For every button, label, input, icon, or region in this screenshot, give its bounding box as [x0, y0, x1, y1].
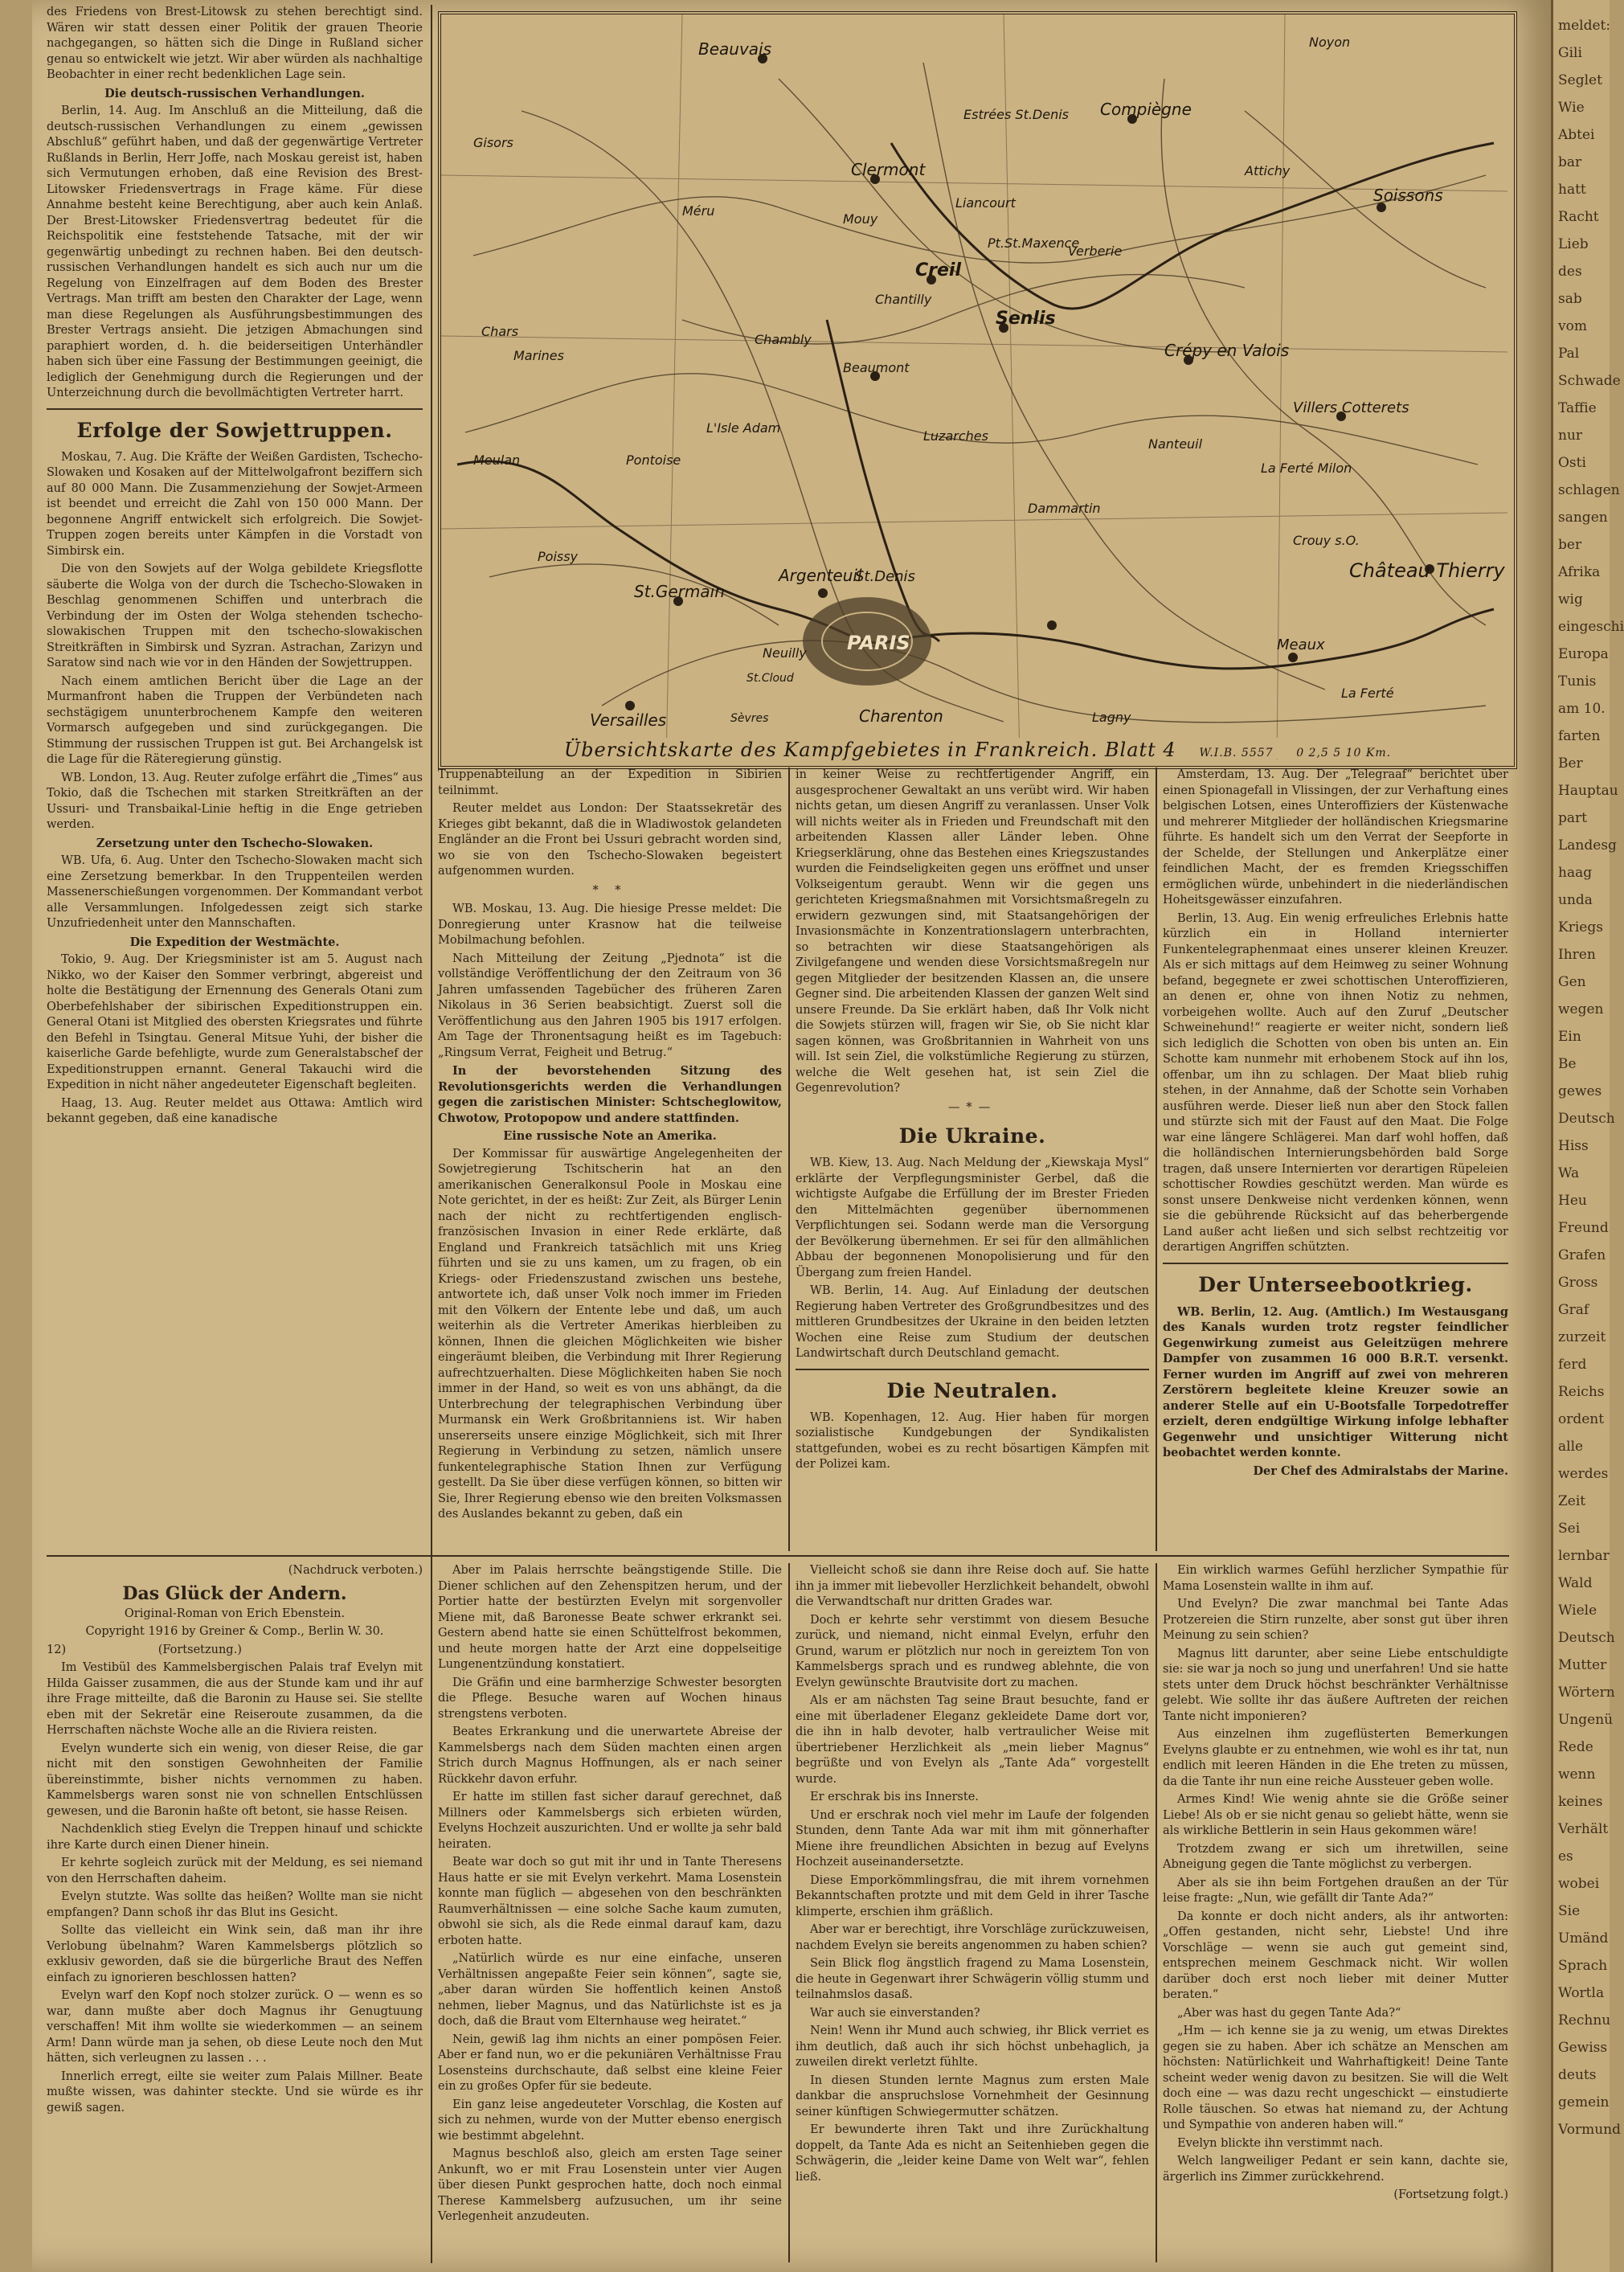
adjacent-page-fragment: Hiss	[1558, 1138, 1589, 1154]
adjacent-page-fragment: Be	[1558, 1056, 1577, 1072]
adjacent-page-fragment: Graf	[1558, 1302, 1589, 1318]
novel-paragraph: Er kehrte sogleich zurück mit der Meldung, es sei niemand von den Herrschaften daheim.	[47, 1856, 423, 1885]
adjacent-page-fragment: Lieb	[1558, 236, 1589, 252]
article-text: WB. Kopenhagen, 12. Aug. Hier haben für morgen sozialistische Kundgebungen der Syndikalisten stattgefunden, wobei es zu recht bösartigen Kämpfen mit der Polizei kam.	[796, 1410, 1149, 1471]
article-text: Nach Mitteilung der Zeitung „Pjednota“ ist die vollständige Veröffentlichung der den Zeitraum von 36 Jahren umfassenden Tagebücher des früheren Zaren Nikolaus in 36 Serien beabsichtigt. Zuerst soll die Veröffentlichung aus den Jahren 1905 bis 1917 erfolgen. Am Tage der Thronentsagung heißt es im Tagebuch: „Ringsum Verrat, Feigheit und Betrug.“	[438, 952, 782, 1059]
map-label: Villers Cotterets	[1293, 399, 1409, 416]
map-label: Clermont	[851, 160, 926, 179]
adjacent-page-fragment: Freund	[1558, 1220, 1609, 1236]
subheading-note-america: Eine russische Note an Amerika.	[503, 1129, 717, 1143]
left-column	[47, 5, 423, 1552]
adjacent-page-fragment: Afrika	[1558, 564, 1601, 580]
map-label: Poissy	[538, 549, 579, 564]
adjacent-page-fragment: Wörtern	[1558, 1685, 1615, 1701]
map-caption: Übersichtskarte des Kampfgebietes in Frankreich. Blatt 4 W.I.B. 5557 0 2,5 5 10 Km.	[563, 739, 1392, 761]
adjacent-page-fragment: Taffie	[1558, 400, 1597, 416]
article-text: WB. Berlin, 12. Aug. (Amtlich.) Im Westausgang des Kanals wurden trotz regster feindlicher Gegenwirkung zumeist aus Geleitzügen mehrere Dampfer von zusammen 16 000 B.R.T. versenkt. Ferner wurden im Angriff auf zwei von mehreren Zerstörern begleitete kleine Kreuzer sowie an anderer Stelle auf ein U-Bootsfalle Torpedotreffer erzielt, deren endgültige Wirkung infolge lebhafter Gegenwehr und unsichtiger Witterung nicht beobachtet werden konnte.	[1163, 1304, 1508, 1459]
novel-paragraph: Und Evelyn? Die zwar manchmal bei Tante Adas Protzereien die Stirn runzelte, aber sonst gut über ihren Meinung zu sein schien?	[1163, 1598, 1508, 1642]
murman-report: Nach einem amtlichen Bericht über die Lage an der Murmanfront haben die Truppen der Verbündeten nach sechstägigem ununterbrochenem Kampfe den weiteren Vormarsch aufgegeben und sind zurückgegangen. Die Stimmung der russischen Truppen ist gut. Bei Archangelsk ist die Lage für die Räteregierung günstig.	[47, 674, 423, 766]
adjacent-page-fragment: Abtei	[1558, 127, 1595, 143]
intro-text: des Friedens von Brest-Litowsk zu stehen berechtigt sind. Wären wir statt dessen einer Politik der grauen Theorie nachgegangen, so hätten sich die Dinge in Rußland sicher genau so entwickelt wie jetzt. Wir aber würden als nachhaltige Beobachter in einer recht bedenklichen Lage sein.	[47, 6, 423, 81]
adjacent-page-fragment: Seglet	[1558, 72, 1602, 88]
adjacent-page-fragment: Zeit	[1558, 1493, 1586, 1509]
adjacent-page-fragment: Ein	[1558, 1029, 1581, 1045]
adjacent-page-fragment: Vormund	[1558, 2122, 1621, 2138]
adjacent-page-fragment: Ber	[1558, 755, 1583, 772]
adjacent-page-fragment: Sprach	[1558, 1958, 1608, 1974]
map-caption-code: W.I.B. 5557	[1199, 747, 1274, 759]
article-text: In der bevorstehenden Sitzung des Revolutionsgerichts werden die Verhandlungen gegen die zaristischen Minister: Schtscheglowitow, Chwotow, Protopopow und andere stattfinden.	[438, 1064, 782, 1125]
article-text: Reuter meldet aus London: Der Staatssekretär des Krieges gibt bekannt, daß die in Wladiwostok gelandeten Engländer an die Front bei Ussuri gebracht worden sind, wo sie von den Tschecho-Slowaken begeistert aufgenommen wurden.	[438, 802, 782, 878]
adjacent-page-fragment: Landesg	[1558, 837, 1617, 854]
adjacent-page-fragment: Tunis	[1558, 673, 1597, 690]
adjacent-page-fragment: wig	[1558, 592, 1583, 608]
novel-paragraph: Ein wirklich warmes Gefühl herzlicher Sympathie für Mama Losenstein wallte in ihm auf.	[1163, 1564, 1508, 1593]
adjacent-page-fragment: Gili	[1558, 45, 1582, 61]
newspaper-page	[32, 0, 1551, 2272]
adjacent-page-fragment: Wiele	[1558, 1603, 1597, 1619]
novel-paragraph: Er hatte im stillen fast sicher darauf gerechnet, daß Millners oder Kammelsbergs sich erbieten würden, Evelyns Hochzeit auszurichten. Und er wollte ja sehr bald heiraten.	[438, 1791, 782, 1851]
map-label: Estrées St.Denis	[963, 107, 1070, 122]
map-label: Pt.St.Maxence	[988, 235, 1080, 251]
novel-paragraph: Und er erschrak noch viel mehr im Laufe der folgenden Stunden, denn Tante Ada war mit ihm mit gönnerhafter Miene ihre freundlichen Absichten in bezug auf Evelyns Hochzeit auseinandersetzte.	[796, 1808, 1149, 1869]
map-label: Gisors	[473, 135, 513, 150]
adjacent-page-fragment: Sei	[1558, 1521, 1581, 1537]
map-label: Meulan	[473, 452, 521, 468]
copyright-line: Copyright 1916 by Greiner & Comp., Berlin W. 30.	[85, 1625, 384, 1638]
adjacent-page-fragment: Gross	[1558, 1275, 1598, 1291]
article-text: Der Kommissar für auswärtige Angelegenheiten der Sowjetregierung Tschitscherin hat an den amerikanischen Generalkonsul Poole in Moskau eine Note gerichtet, in der es heißt: Zur Zeit, als Bürger Lenin nach der nicht zu rechtfertigenden englisch-französischen Invasion in einer Rede erklärte, daß England und Frankreich tatsächlich mit uns Krieg führten und sie zu uns kamen, um zu fragen, ob ein Kriegs- oder Friedenszustand zwischen uns bestehe, antwortete ich, daß unser Volk noch immer im Frieden mit den Völkern der Entente lebe und daß, um auch weiterhin als die Vertreter Amerikas hierbleiben zu können, Ihnen die gleichen Möglichkeiten wie bisher eingeräumt bleiben, die Verbindung mit Ihrer Regierung aufrechtzuerhalten. Diese Möglichkeiten haben Sie noch immer in der Hand, so weit es von uns abhängt, da die Unterbrechung der telegraphischen Verbindung über Murmansk ein Werk Großbritanniens ist. Wir haben unsererseits unsere einzige Möglichkeit, sich mit Ihrer Regierung in Verbindung zu setzen, nämlich unsere funkentelegraphische Station Ihnen zur Verfügung gestellt. Da Sie über diese verfügen können, so bitten wir Sie, Ihrer Regierung ebenso wie den breiten Volksmassen des Auslandes bekannt zu geben, daß ein	[438, 1147, 782, 1521]
map-label: Compiègne	[1100, 100, 1192, 119]
novel-paragraph: Innerlich erregt, eilte sie weiter zum Palais Millner. Beate mußte wissen, was dahinter steckte. Und sie würde es ihr gewiß sagen.	[47, 2069, 423, 2114]
adjacent-page-fragment: Deutsch	[1558, 1630, 1615, 1646]
subheading-negotiations: Die deutsch-russischen Verhandlungen.	[104, 86, 365, 100]
map-label: Luzarches	[923, 428, 988, 444]
novel-paragraph: Er bewunderte ihren Takt und ihre Zurückhaltung doppelt, da Tante Ada es nicht an Seitenhieben gegen die Schwägerin, die „leider keine Dame von Welt war“, fehlen ließ.	[796, 2123, 1149, 2184]
berlin-report: Berlin, 14. Aug. Im Anschluß an die Mitteilung, daß die deutsch-russischen Verhandlungen zu einem „gewissen Abschluß“ geführt haben, und daß der gegenwärtige Vertreter Rußlands in Berlin, Herr Joffe, nach Moskau gereist ist, haben sich Vermutungen erhoben, daß eine Revision des Brest-Litowsker Friedensvertrags in Frage käme. Für diese Annahme besteht keine Berechtigung, aber auch kein Anlaß. Der Brest-Litowsker Friedensvertrag bedeutet für die Reichspolitik eine feststehende Tatsache, mit der wir gegenwärtig unbedingt zu rechnen haben. Bei den deutsch-russischen Verhandlungen handelt es sich auch nur um die Regelung von Einzelfragen auf dem Boden des Brester Vertrags. Man trifft am besten den Charakter der Lage, wenn man diese Regelungen als Ausführungsbestimmungen des Brester Vertrags ansieht. Die jetzigen Abmachungen sind paraphiert worden, d. h. die beiderseitigen Unterhändler haben sich über eine Fassung der Bestimmungen geeinigt, die lediglich der Genehmigung durch die Regierungen und der Unterzeichnung durch die bevollmächtigten Vertreter harrt.	[47, 104, 423, 399]
adjacent-page-fragment: lernbar	[1558, 1548, 1610, 1564]
adjacent-page-fragment: farten	[1558, 728, 1601, 744]
adjacent-page-fragment: sangen	[1558, 510, 1608, 526]
adjacent-page-fragment: hatt	[1558, 182, 1586, 198]
map-label: Sèvres	[730, 712, 769, 725]
map-label: Charenton	[859, 706, 943, 726]
map-graphic	[441, 14, 1507, 759]
novel-paragraph: Aber war er berechtigt, ihre Vorschläge zurückzuweisen, nachdem Evelyn sie bereits angenommen zu haben schien?	[796, 1923, 1149, 1952]
map-label: Crouy s.O.	[1293, 533, 1360, 548]
novel-column-4	[1163, 1563, 1508, 2262]
adjacent-page-fragment: eingeschi	[1558, 619, 1624, 635]
middle-column-1	[438, 768, 782, 1551]
novel-column-1	[47, 1563, 423, 2262]
novel-paragraph: Magnus litt darunter, aber seine Liebe entschuldigte sie: sie war ja noch so jung und unerfahren! Und sie hatte stets unter dem Druck höchst beschränkter Verhältnisse gelebt. Wie sollte ihr das äußere Auftreten der reichen Tante nicht imponieren?	[1163, 1647, 1508, 1723]
adjacent-page-fragment: Hauptau	[1558, 783, 1618, 799]
tokio-report: Tokio, 9. Aug. Der Kriegsminister ist am 5. August nach Nikko, wo der Kaiser den Sommer verbringt, abgereist und holte die Bestätigung der Ernennung des Generals Otani zum Oberbefehlshaber der sibirischen Expeditionstruppen ein. General Otani ist Mitglied des obersten Kriegsrates und führte den Befehl in Tsingtau. General Mitsue Yuhi, der bisher die kaiserliche Garde befehligte, wurde zum Generalstabschef der Expeditionstruppen ernannt. General Takauchi wird die Expedition in nicht näher angedeuteter Eigenschaft begleiten.	[47, 953, 423, 1091]
article-text: Amsterdam, 13. Aug. Der „Telegraaf“ berichtet über einen Spionagefall in Vlissingen, der zur Verhaftung eines belgischen Lotsen, eines Unteroffiziers der Küstenwache und mehrerer Mitglieder der holländischen Kriegsmarine führte. Es handelt sich um den Verrat der Seepforte in der Schelde, der Stellungen und Ankerplätze einer feindlichen Macht, der es fremden Kriegsschiffen ermöglichen würde, unbehindert in die niederländischen Hoheitsgewässer einzufahren.	[1163, 768, 1508, 907]
feuilleton-divider	[47, 1555, 1509, 1557]
novel-paragraph: Armes Kind! Wie wenig ahnte sie die Größe seiner Liebe! Als ob er sie nicht genau so geliebt hätte, wenn sie als wirkliche Bettlerin in sein Haus gekommen wäre!	[1163, 1793, 1508, 1837]
adjacent-page-fragment: des	[1558, 264, 1582, 280]
headline-neutrals: Die Neutralen.	[886, 1378, 1058, 1402]
adjacent-page-fragment: Wald	[1558, 1575, 1593, 1591]
adjacent-page-fragment: alle	[1558, 1439, 1584, 1455]
adjacent-page-fragment: gemein	[1558, 2094, 1610, 2110]
map-label: Meaux	[1277, 637, 1325, 653]
column-rule	[788, 1563, 790, 2262]
novel-paragraph: Magnus beschloß also, gleich am ersten Tage seiner Ankunft, wo er mit Frau Losenstein unter vier Augen über diesen Punkt gesprochen hatte, doch noch einmal Therese Kammelsberg aufzusuchen, um ihr seine Verlegenheit anzudeuten.	[438, 2147, 782, 2223]
subheading-czech: Zersetzung unter den Tschecho-Slowaken.	[96, 836, 374, 850]
map-label: Dammartin	[1028, 501, 1101, 516]
adjacent-page-fragment: keines	[1558, 1794, 1603, 1810]
headline-soviet-troops: Erfolge der Sowjettruppen.	[76, 418, 393, 442]
signature-line: Der Chef des Admiralstabs der Marine.	[1253, 1463, 1508, 1478]
novel-paragraph: Vielleicht schoß sie dann ihre Reise doch auf. Sie hatte ihn ja immer mit liebevoller Herzlichkeit behandelt, obwohl die Verwandtschaft nur dritten Grades war.	[796, 1564, 1149, 1608]
map-label: Méru	[682, 203, 715, 219]
adjacent-page-fragment: es	[1558, 1848, 1573, 1865]
novel-paragraph: Im Vestibül des Kammelsbergischen Palais traf Evelyn mit Hilda Gaisser zusammen, die aus der Stunde kam und ihr auf ihre Frage mitteilte, daß die Baronin zu Hause sei. Sie stellte eben mit der Sekretär eine Reiseroute zusammen, da die Herrschaften nächste Woche alle an die Riviera reisten.	[47, 1661, 423, 1737]
adjacent-page-fragment: Pal	[1558, 346, 1580, 362]
adjacent-page-fragment: part	[1558, 810, 1587, 826]
map-label: St.Denis	[855, 568, 915, 585]
adjacent-page-fragment: Deutsch	[1558, 1111, 1615, 1127]
adjacent-page-fragment: Gewiss	[1558, 2040, 1608, 2056]
adjacent-page-fragment: wenn	[1558, 1766, 1596, 1783]
map-label: Attichy	[1245, 163, 1291, 178]
subheading-expedition: Die Expedition der Westmächte.	[129, 935, 340, 949]
map-label: Creil	[915, 260, 961, 280]
novel-paragraph: Er erschrak bis ins Innerste.	[810, 1791, 979, 1803]
map-label: Chambly	[755, 332, 812, 347]
column-rule	[788, 768, 790, 1551]
novel-paragraph: Sein Blick flog ängstlich fragend zu Mama Losenstein, die heute in Gegenwart ihrer Schwägerin völlig stumm und teilnahmslos dasaß.	[796, 1957, 1149, 2001]
map-label: Versailles	[590, 710, 667, 730]
volga-report: Die von den Sowjets auf der Wolga gebildete Kriegsflotte säuberte die Wolga von der durch die Tschecho-Slowaken in Beschlag genommenen Schiffen und unterbrach die Verbindung der im Osten der Wolga stehenden tschecho-slowakischen Truppen mit den tschecho-slowakischen Streitkräften in Simbirsk und Syzran. Astrachan, Zarizyn und Saratow sind nach wie vor in den Händen der Sowjettruppen.	[47, 563, 423, 669]
novel-paragraph: Trotzdem zwang er sich um ihretwillen, seine Abneigung gegen die Tante möglichst zu verbergen.	[1163, 1842, 1508, 1871]
adjacent-page-fragment: ferd	[1558, 1357, 1587, 1373]
map-label: La Ferté Milon	[1261, 461, 1352, 476]
map-label: St.Cloud	[747, 672, 794, 685]
novel-paragraph: Nein! Wenn ihr Mund auch schwieg, ihr Blick verriet es ihm deutlich, daß auch ihr sich höchst unbehaglich, ja zuweilen direkt verletzt fühlte.	[796, 2024, 1149, 2069]
map-label: Verberie	[1068, 244, 1123, 259]
novel-paragraph: In diesen Stunden lernte Magnus zum ersten Male dankbar die anspruchslose Vornehmheit der Gesinnung seiner künftigen Schwiegermutter schätzen.	[796, 2073, 1149, 2118]
adjacent-page-fragment: Ungenü	[1558, 1712, 1614, 1728]
adjacent-page-fragment: unda	[1558, 892, 1593, 908]
novel-paragraph: „Aber was hast du gegen Tante Ada?“	[1177, 2006, 1401, 2020]
continuation-notice: (Fortsetzung folgt.)	[1393, 2188, 1508, 2201]
adjacent-page-fragment: Osti	[1558, 455, 1586, 471]
novel-paragraph: War auch sie einverstanden?	[810, 2006, 980, 2020]
map-label: La Ferté	[1341, 686, 1394, 701]
novel-paragraph: „Hm — ich kenne sie ja zu wenig, um etwas Direktes gegen sie zu haben. Aber ich schätze an Menschen am höchsten: Natürlichkeit und Wahrhaftigkeit! Deine Tante scheint weder wenig davon zu besitzen. Sie will die Welt doch eine — was dazu recht ungeschickt — einstudierte Rolle täuschen. So etwas hat niemand zu, der Achtung und Sympathie von anderen haben will.“	[1163, 2024, 1508, 2131]
separator-stars: * *	[592, 883, 628, 897]
adjacent-page-fragment: Mutter	[1558, 1657, 1607, 1673]
map-label: Beaumont	[843, 360, 910, 375]
novel-column-2	[438, 1563, 782, 2262]
map-label: Liancourt	[955, 195, 1016, 211]
novel-paragraph: Evelyn wunderte sich ein wenig, von dieser Reise, die gar nicht mit den sonstigen Gewohnheiten der Familie übereinstimmte, bisher nichts vernommen zu haben. Kammelsbergs waren sonst nie von schnellen Entschlüssen gewesen, und die Baronin haßte oft betont, sie hasse Reisen.	[47, 1742, 423, 1818]
middle-column-2	[796, 768, 1149, 1551]
adjacent-page-fragment: Rechnu	[1558, 2012, 1611, 2028]
adjacent-page-fragment: Ihren	[1558, 947, 1596, 963]
adjacent-page-fragment: ber	[1558, 537, 1582, 553]
adjacent-page-fragment: deuts	[1558, 2067, 1597, 2083]
right-column	[1163, 768, 1508, 1551]
divider	[1163, 1263, 1508, 1264]
map-label: Lagny	[1092, 710, 1131, 725]
map-label: Chars	[481, 324, 519, 339]
reprint-notice: (Nachdruck verboten.)	[288, 1564, 423, 1577]
map-label: Marines	[513, 348, 564, 363]
ufa-report: WB. Ufa, 6. Aug. Unter den Tschecho-Slowaken macht sich eine Zersetzung bemerkbar. In den Truppenteilen werden Massenerschießungen vorgenommen. Der Kommandant verbot alle Versammlungen. Infolgedessen zeigt sich starke Unzufriedenheit unter den Mannschaften.	[47, 854, 423, 930]
map-battle-area-france	[438, 11, 1517, 769]
adjacent-page-fragment: Racht	[1558, 209, 1599, 225]
adjacent-page-fragment: Wa	[1558, 1165, 1580, 1181]
column-rule	[1156, 768, 1157, 1551]
novel-title: Das Glück der Andern.	[122, 1582, 347, 1604]
adjacent-page-fragment: zurzeit	[1558, 1329, 1606, 1345]
map-label: Pontoise	[626, 452, 681, 468]
column-rule	[431, 5, 432, 2263]
adjacent-page-fragment: Umänd	[1558, 1930, 1609, 1947]
adjacent-page-fragment: Schwade	[1558, 373, 1621, 389]
map-label: L'Isle Adam	[706, 420, 781, 436]
adjacent-page-fragment: Grafen	[1558, 1247, 1606, 1263]
article-text: Berlin, 13. Aug. Ein wenig erfreuliches Erlebnis hatte kürzlich ein in Holland internierter Funkentelegraphenmaat eines unserer kleinen Kreuzer. Als er sich mittags auf dem Heimweg zu seiner Wohnung befand, begegnete er zwei schottischen Unteroffizieren, an denen er, ohne von ihnen Notiz zu nehmen, vorbeigehen wollte. Auch auf den Zuruf „Deutscher Schweinehund!“ reagierte er weiter nicht, sondern ließ sich lediglich die Schotten von oben bis unten an. Ein Schotte kam nunmehr mit erhobenem Stock auf ihn los, offenbar, um ihn zu schlagen. Der Maat blieb ruhig stehen, in der Annahme, daß der Schotte sein Vorhaben ausführen werde. Dieser ließ nun aber den Stock fallen und stürzte sich mit der Faust auf den Maat. Die Folge war eine längere Schlägerei. Man darf wohl hoffen, daß die holländischen Internierungsbehörden bald Sorge tragen, daß unsere Internierten vor derartigen Rüpeleien schottischer Rowdies geschützt werden. Man würde es sonst unsere Denkweise nicht verdenken können, wenn sie die gebührende Rücksicht auf das beherbergende Land außer acht ließen und sich selbst rechtzeitig vor derartigen Angriffen schützten.	[1163, 911, 1508, 1254]
article-text: Truppenabteilung an der Expedition in Sibirien teilnimmt.	[438, 768, 782, 797]
adjacent-page-fragment: Reichs	[1558, 1384, 1605, 1400]
novel-author: Original-Roman von Erich Ebenstein.	[124, 1607, 346, 1620]
map-label: Noyon	[1309, 35, 1351, 50]
novel-paragraph: Doch er kehrte sehr verstimmt von diesem Besuche zurück, und niemand, nicht einmal Evelyn, erfuhr den Grund, warum er plötzlich nur noch in gereiztem Ton von Kammelsbergs sprach und es rundweg ablehnte, die von Evelyn gewünschte Brautvisite dort zu machen.	[796, 1613, 1149, 1689]
novel-paragraph: Nein, gewiß lag ihm nichts an einer pompösen Feier. Aber er fand nun, wo er die pekuniären Verhältnisse Frau Losensteins durchschaute, daß selbst eine kleine Feier ein zu großes Opfer für sie bedeute.	[438, 2033, 782, 2093]
map-scale: 0 2,5 5 10 Km.	[1296, 747, 1392, 759]
novel-paragraph: Diese Emporkömmlingsfrau, die mit ihrem vornehmen Bekanntschaften protzte und mit dem Geld in ihrer Tasche klimperte, erschien ihm gräßlich.	[796, 1873, 1149, 1918]
novel-paragraph: Welch langweiliger Pedant er sein kann, dachte sie, ärgerlich ins Zimmer zurückkehrend.	[1163, 2155, 1508, 2184]
adjacent-page-fragment: wegen	[1558, 1001, 1604, 1017]
novel-paragraph: Nachdenklich stieg Evelyn die Treppen hinauf und schickte ihre Karte durch einen Diener hinein.	[47, 1823, 423, 1852]
adjacent-page-fragment: Sie	[1558, 1903, 1581, 1919]
london-report: WB. London, 13. Aug. Reuter zufolge erfährt die „Times“ aus Tokio, daß die Tschechen mit starken Streitkräften an der Ussuri- und Transbaikal-Linie heftig in die Enge getrieben werden.	[47, 771, 423, 831]
map-label: PARIS	[847, 632, 910, 654]
article-text: in keiner Weise zu rechtfertigender Angriff, ein ausgesprochener Gewaltakt an uns verübt wird. Wir haben nichts getan, um diesen Angriff zu veranlassen. Unser Volk will nichts weiter als in Frieden und Freundschaft mit den arbeitenden Klassen aller Länder leben. Ohne Kriegserklärung, ohne das Bestehen eines Kriegszustandes wurden die Feindseligkeiten gegen uns eröffnet und unser Volkseigentum geraubt. Wenn wir die gegen uns gerichteten Kriegsmaßnahmen mit Vorsichtsmaßregeln zu erwidern gezwungen sind, mit Staatsangehörigen der Invasionsmächte in Konzentrationslagern unterbrachten, so betrachten wir diese Staatsangehörigen als Zivilgefangene und wenden diese Vorsichtsmaßregeln nur gegen Mitglieder der besitzenden Klassen an, die unsere Gegner sind. Die arbeitenden Klassen der ganzen Welt sind unsere Freunde. Da Sie erklärt haben, daß Ihr Volk nicht die Sowjets stürzen will, fragen wir Sie, ob Sie nicht klar sagen können, was Großbritannien in Wahrheit von uns will. Ist sein Ziel, die volkstümliche Regierung zu stürzen, welche die Welt gesehen hat, ist sein Ziel die Gegenrevolution?	[796, 768, 1149, 1095]
separator-stars: —*—	[947, 1100, 997, 1114]
headline-ukraine: Die Ukraine.	[898, 1124, 1046, 1148]
novel-paragraph: Beates Erkrankung und die unerwartete Abreise der Kammelsbergs nach dem Süden machten einen argen Strich durch Magnus Hoffnungen, als er nach seiner Rückkehr davon erfuhr.	[438, 1725, 782, 1786]
haag-report: Haag, 13. Aug. Reuter meldet aus Ottawa: Amtlich wird bekannt gegeben, daß eine kanadische	[47, 1096, 423, 1125]
headline-uboat-war: Der Unterseebootkrieg.	[1198, 1272, 1473, 1296]
article-text: WB. Moskau, 13. Aug. Die hiesige Presse meldet: Die Donregierung unter Krasnow hat die teilweise Mobilmachung befohlen.	[438, 903, 782, 947]
novel-paragraph: Ein ganz leise angedeuteter Vorschlag, die Kosten auf sich zu nehmen, wurde von der Mutter ebenso energisch wie bestimmt abgelehnt.	[438, 2098, 782, 2143]
article-text: WB. Kiew, 13. Aug. Nach Meldung der „Kiewskaja Mysl“ erklärte der Verpflegungsminister Gerbel, daß die wichtigste Aufgabe die Erfüllung der im Brester Frieden den Mittelmächten gegenüber übernommenen Verpflichtungen sei. Sodann werde man die Versorgung der Bevölkerung übernehmen. Er sei für den allmählichen Abbau der begonnenen Monopolisierung und für den Übergang zum freien Handel.	[796, 1156, 1149, 1279]
adjacent-page-fragment: nur	[1558, 428, 1583, 444]
map-label: Château Thierry	[1349, 559, 1505, 582]
map-label: Mouy	[843, 211, 878, 227]
article-text: WB. Berlin, 14. Aug. Auf Einladung der deutschen Regierung haben Vertreter des Großgrundbesitzes und des mittleren Grundbesitzes der Ukraine in den beiden letzten Wochen eine Reise zum Studium der deutschen Landwirtschaft durch Deutschland gemacht.	[796, 1284, 1149, 1360]
adjacent-page-fragment: haag	[1558, 865, 1593, 881]
adjacent-page-fragment: Heu	[1558, 1193, 1587, 1209]
novel-paragraph: Als er am nächsten Tag seine Braut besuchte, fand er eine mit überladener Eleganz gekleidete Dame dort vor, die ihn in halb devoter, halb vertraulicher Weise mit übertriebener Herzlichkeit als „mein lieber Magnus“ begrüßte und von Evelyn als „Tante Ada“ vorgestellt wurde.	[796, 1694, 1149, 1786]
adjacent-page-strip	[1551, 0, 1624, 2272]
adjacent-page-fragment: gewes	[1558, 1083, 1602, 1099]
divider	[47, 408, 423, 410]
adjacent-page-fragment: sab	[1558, 291, 1582, 307]
adjacent-page-fragment: ordent	[1558, 1411, 1605, 1427]
divider	[796, 1369, 1149, 1370]
map-label: St.Germain	[634, 582, 725, 601]
adjacent-page-fragment: schlagen	[1558, 482, 1620, 498]
novel-paragraph: Beate war doch so gut mit ihr und in Tante Theresens Haus hatte er sie mit Evelyn verkehrt. Mama Losenstein konnte man füglich — abgesehen von den beschränkten Raumverhältnissen — eine solche Sache kaum zumuten, obwohl sie sich, als die Rede einmal darauf kam, dazu erboten hatte.	[438, 1856, 782, 1947]
map-label: Argenteuil	[779, 566, 862, 585]
adjacent-page-fragment: bar	[1558, 154, 1582, 170]
novel-paragraph: Aber im Palais herrschte beängstigende Stille. Die Diener schlichen auf den Zehenspitzen herum, und der Portier hatte der bestürzten Evelyn mit sorgenvoller Miene mit, daß Baronesse Beate schwer erkrankt sei. Gestern abend hatte sie einen Schüttelfrost bekommen, und heute morgen hatte der Arzt eine doppelseitige Lungenentzündung konstatiert.	[438, 1564, 782, 1671]
column-rule	[1156, 1563, 1157, 2262]
novel-paragraph: Sollte das vielleicht ein Wink sein, daß man ihr ihre Verlobung übelnahm? Waren Kammelsbergs plötzlich so exklusiv geworden, daß sie die bürgerliche Braut des Neffen einfach zu ignorieren beschlossen hatten?	[47, 1924, 423, 1984]
novel-column-3	[796, 1563, 1149, 2262]
installment-line: 12) (Fortsetzung.)	[47, 1643, 242, 1656]
adjacent-page-fragment: Europa	[1558, 646, 1609, 662]
map-label: Nanteuil	[1148, 436, 1203, 452]
novel-paragraph: Evelyn warf den Kopf noch stolzer zurück. O — wenn es so war, dann mußte aber doch Magnus ihr Genugtuung verschaffen! Mit ihm wollte sie wiederkommen — an seinem Arm! Dann würde man ja sehen, ob diese Leute noch den Mut hätten, sich verleugnen zu lassen . . .	[47, 1989, 423, 2065]
novel-paragraph: Evelyn stutzte. Was sollte das heißen? Wollte man sie nicht empfangen? Dann schoß ihr das Blut ins Gesicht.	[47, 1890, 423, 1919]
map-label: Senlis	[996, 309, 1056, 329]
novel-paragraph: „Natürlich würde es nur eine einfache, unseren Verhältnissen angepaßte Feier sein können“, sagte sie, „aber daran würden Sie hoffentlich keinen Anstoß nehmen, lieber Magnus, und das Natürlichste ist es ja doch, daß die Braut vom Elternhause weg heiratet.“	[438, 1952, 782, 2028]
adjacent-page-fragment: Gen	[1558, 974, 1586, 990]
map-label: Neuilly	[763, 645, 807, 661]
moscow-report: Moskau, 7. Aug. Die Kräfte der Weißen Gardisten, Tschecho-Slowaken und Kosaken auf der Mittelwolgafront beziffern sich auf 80 000 Mann. Die Zusammenziehung der Sowjet-Armeen ist beendet und erreicht die Zahl von 150 000 Mann. Der begonnene Angriff entwickelt sich erfolgreich. Die Sowjet-Truppen zogen bereits unter Kämpfen in die Vorstadt von Simbirsk ein.	[47, 450, 423, 558]
adjacent-page-fragment: Wortla	[1558, 1985, 1605, 2001]
novel-paragraph: Evelyn blickte ihn verstimmt nach.	[1177, 2136, 1384, 2150]
adjacent-page-fragment: werdes	[1558, 1466, 1609, 1482]
adjacent-page-fragment: wobei	[1558, 1876, 1600, 1892]
adjacent-page-fragment: meldet:	[1558, 18, 1611, 34]
adjacent-page-fragment: Rede	[1558, 1739, 1593, 1755]
adjacent-page-fragment: Verhält	[1558, 1821, 1609, 1837]
map-label: Beauvais	[698, 39, 772, 59]
novel-paragraph: Da konnte er doch nicht anders, als ihr antworten: „Offen gestanden, nicht sehr, Liebste! Und ihre Vorschläge — wenn sie auch gut gemeint sind, entsprechen meinem Geschmack nicht. Wir wollen darüber doch erst noch lieber mit deiner Mutter beraten.“	[1163, 1910, 1508, 2001]
novel-paragraph: Aus einzelnen ihm zugeflüsterten Bemerkungen Evelyns glaubte er zu entnehmen, wie wohl es ihr tat, nun endlich mit leeren Händen in die Ehe treten zu müssen, da die Tante ihr nun eine reiche Aussteuer geben wolle.	[1163, 1728, 1508, 1788]
adjacent-page-fragment: am 10.	[1558, 701, 1606, 717]
adjacent-page-fragment: Kriegs	[1558, 919, 1603, 935]
novel-paragraph: Aber als sie ihn beim Fortgehen draußen an der Tür leise fragte: „Nun, wie gefällt dir Tante Ada?“	[1163, 1876, 1508, 1905]
map-label: Chantilly	[875, 292, 932, 307]
map-label: Crépy en Valois	[1164, 341, 1290, 360]
map-label: Soissons	[1373, 186, 1443, 205]
adjacent-page-fragment: vom	[1558, 318, 1587, 334]
adjacent-page-fragment: Wie	[1558, 100, 1585, 116]
novel-paragraph: Die Gräfin und eine barmherzige Schwester besorgten die Pflege. Besuche waren auf Wochen hinaus strengstens verboten.	[438, 1676, 782, 1721]
